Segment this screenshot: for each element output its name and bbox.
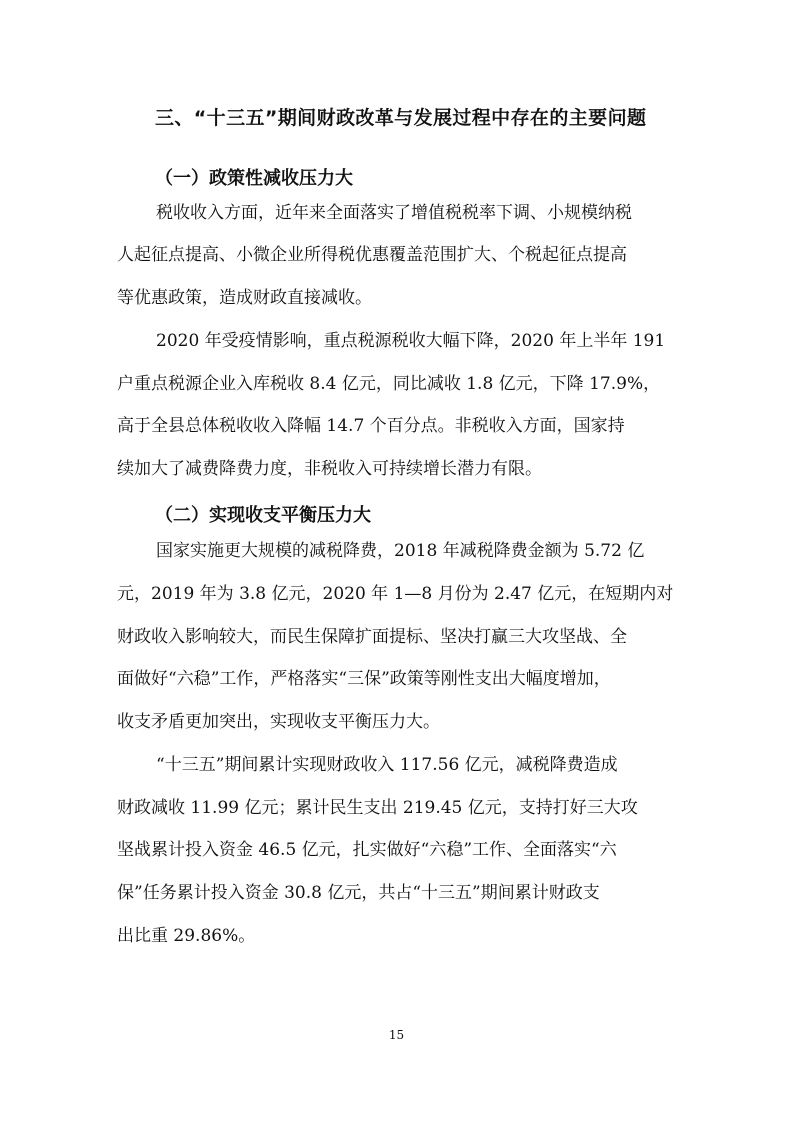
text-line: 面做好“六稳”工作，严格落实“三保”政策等刚性支出大幅度增加， bbox=[117, 669, 611, 689]
text-line: 元，2019 年为 3.8 亿元，2020 年 1—8 月份为 2.47 亿元，在短期内对 bbox=[117, 584, 674, 604]
text-line: 续加大了减费降费力度，非税收入可持续增长潜力有限。 bbox=[117, 459, 542, 479]
text-line: 收支矛盾更加突出，实现收支平衡压力大。 bbox=[117, 712, 440, 732]
text-line: 税收收入方面，近年来全面落实了增值税税率下调、小规模纳税 bbox=[156, 203, 632, 223]
subsection-1-heading: （一）政策性减收压力大 bbox=[155, 168, 353, 189]
text-line: 保”任务累计投入资金 30.8 亿元，共占“十三五”期间累计财政支 bbox=[117, 883, 600, 903]
text-line: 坚战累计投入资金 46.5 亿元，扎实做好“六稳”工作、全面落实“六 bbox=[117, 840, 617, 860]
subsection-2-heading: （二）实现收支平衡压力大 bbox=[155, 505, 371, 526]
text-line: 财政收入影响较大，而民生保障扩面提标、坚决打赢三大攻坚战、全 bbox=[117, 627, 627, 647]
text-line: 户重点税源企业入库税收 8.4 亿元，同比减收 1.8 亿元，下降 17.9%， bbox=[117, 374, 661, 394]
text-line: 2020 年受疫情影响，重点税源税收大幅下降，2020 年上半年 191 bbox=[156, 331, 666, 351]
text-line: 等优惠政策，造成财政直接减收。 bbox=[117, 288, 372, 308]
page-number: 15 bbox=[388, 1028, 405, 1042]
text-line: 国家实施更大规模的减税降费，2018 年减税降费金额为 5.72 亿 bbox=[156, 541, 645, 561]
text-line: 高于全县总体税收收入降幅 14.7 个百分点。非税收入方面，国家持 bbox=[117, 416, 625, 436]
section-title: 三、“十三五”期间财政改革与发展过程中存在的主要问题 bbox=[155, 107, 647, 129]
text-line: 财政减收 11.99 亿元；累计民生支出 219.45 亿元，支持打好三大攻 bbox=[117, 798, 638, 818]
text-line: “十三五”期间累计实现财政收入 117.56 亿元，减税降费造成 bbox=[156, 755, 618, 775]
text-line: 人起征点提高、小微企业所得税优惠覆盖范围扩大、个税起征点提高 bbox=[117, 245, 627, 265]
text-line: 出比重 29.86%。 bbox=[117, 926, 256, 946]
